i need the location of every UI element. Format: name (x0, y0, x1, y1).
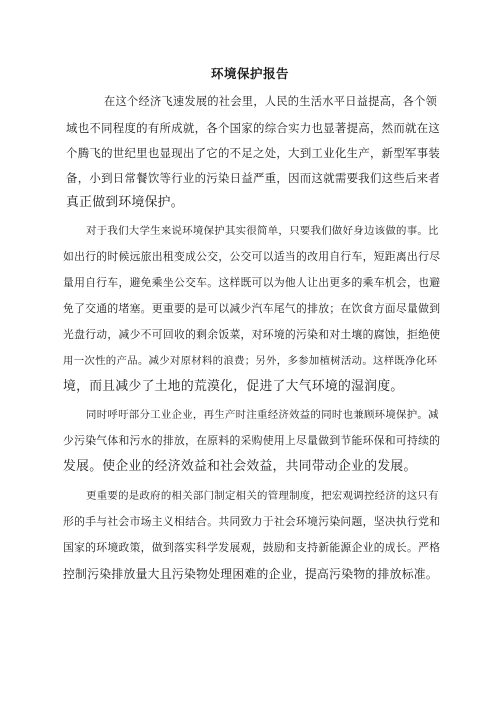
paragraph-3-line-2: 少污染气体和污水的排放，在原料的采购使用上尽量做到节能环保和可持续的 (63, 434, 441, 447)
paragraph-4-line-1: 更重要的是政府的相关部门制定相关的管理制度，把宏观调控经济的这只有 (86, 490, 439, 502)
paragraph-1-line-4: 备，小到日常餐饮等行业的污染日益严重，因而这就需要我们这些后来者 (66, 171, 441, 185)
paragraph-1-line-2: 域也不同程度的有所成就，各个国家的综合实力也显著提高，然而就在这 (66, 121, 441, 135)
paragraph-4-line-2: 形的手与社会市场主义相结合。共同致力于社会环境污染问题，坚决执行党和 (63, 515, 441, 528)
paragraph-2-line-1: 对于我们大学生来说环境保护其实很简单，只要我们做好身边该做的事。比 (86, 225, 439, 237)
document-title: 环境保护报告 (210, 66, 289, 81)
paragraph-3-line-3: 发展。使企业的经济效益和社会效益，共同带动企业的发展。 (63, 459, 417, 474)
paragraph-2-line-4: 免了交通的堵塞。更重要的是可以减少汽车尾气的排放；在饮食方面尽量做到 (63, 302, 441, 315)
paragraph-2-line-6: 用一次性的产品。减少对原材料的浪费；另外，多参加植树活动。这样既净化环 (63, 355, 438, 367)
paragraph-4-line-3: 国家的环境政策，做到落实科学发展观，鼓励和支持新能源企业的成长。严格 (63, 541, 441, 554)
paragraph-1-line-3: 个腾飞的世纪里也显现出了它的不足之处，大到工业化生产，新型军事装 (66, 146, 441, 160)
paragraph-2-line-3: 量用自行车，避免乘坐公交车。这样既可以为他人让出更多的乘车机会，也避 (63, 276, 441, 289)
paragraph-1-line-1: 在这个经济飞速发展的社会里，人民的生活水平日益提高，各个领 (104, 95, 438, 108)
paragraph-1-line-5: 真正做到环境保护。 (66, 195, 184, 210)
paragraph-4-line-4: 控制污染排放量大且污染物处理困难的企业，提高污染物的排放标准。 (63, 567, 439, 581)
paragraph-2-line-5: 光盘行动，减少不可回收的剩余饭菜，对环境的污染和对土壤的腐蚀，拒绝使 (63, 328, 441, 341)
paragraph-3-line-1: 同时呼吁部分工业企业，再生产时注重经济效益的同时也兼顾环境保护。减 (86, 409, 439, 421)
paragraph-2-line-7: 境，而且减少了土地的荒漠化，促进了大气环境的湿润度。 (63, 379, 404, 394)
paragraph-2-line-2: 如出行的时候远旅出租变成公交，公交可以适当的改用自行车，短距离出行尽 (63, 250, 441, 263)
